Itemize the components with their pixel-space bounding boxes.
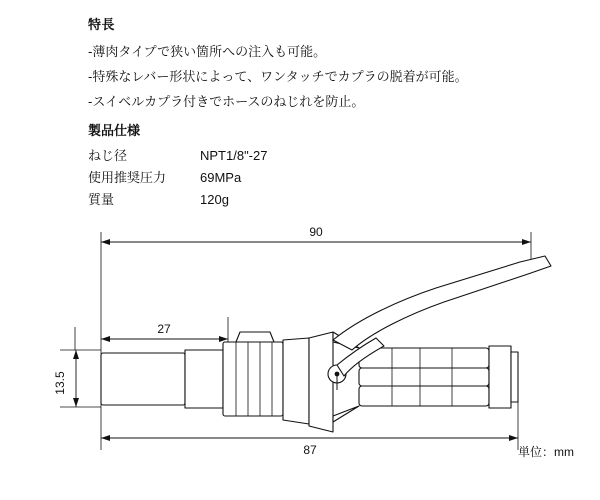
spec-label: 使用推奨圧力	[88, 170, 167, 185]
features-section	[88, 14, 558, 116]
spec-row	[88, 167, 488, 189]
features-heading: 特長	[88, 17, 116, 32]
spec-label: 質量	[88, 192, 115, 207]
unit-note: 単位：mm	[518, 445, 574, 459]
feature-item: -特殊なレバー形状によって、ワンタッチでカプラの脱着が可能。	[88, 69, 468, 84]
spec-value: 69MPa	[200, 170, 242, 185]
drawing-svg	[0, 222, 600, 472]
tool-outline	[101, 256, 551, 432]
feature-item: -スイベルカプラ付きでホースのねじれを防止。	[88, 94, 365, 109]
specifications-heading: 製品仕様	[88, 123, 141, 138]
spec-value: NPT1/8"-27	[200, 148, 268, 163]
dimension-label-overall-top: 90	[309, 225, 323, 239]
dimension-label-height: 13.5	[53, 371, 67, 395]
spec-value: 120g	[200, 192, 229, 207]
spec-row	[88, 189, 488, 211]
feature-item: -薄肉タイプで狭い箇所への注入も可能。	[88, 44, 327, 59]
dimension-label-left-segment: 27	[157, 322, 171, 336]
spec-row	[88, 145, 488, 167]
spec-label: ねじ径	[88, 148, 128, 163]
dimension-label-overall-bottom: 87	[303, 443, 317, 457]
technical-drawing	[0, 222, 600, 472]
specifications-section	[88, 120, 488, 211]
